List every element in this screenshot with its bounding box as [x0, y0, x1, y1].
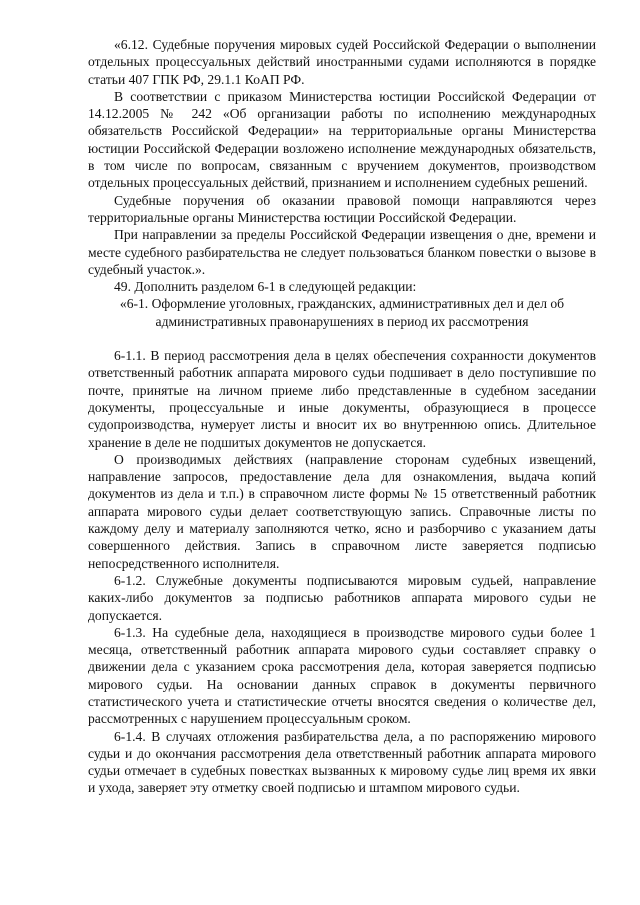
paragraph-6-1-1: 6-1.1. В период рассмотрения дела в целях обеспечения сохранности документов ответственный работник аппарата мирового судьи подшивает в дело поступившие по почте, принятые на личном приеме либо представленные в судебном заседании документы, процессуальные и иные документы, образующиеся в процессе судопроизводства, нумерует листы и вносит их во внутреннюю опись. Длительное хранение в деле не подшитых документов не допускается. — [88, 348, 596, 450]
paragraph-6-1-4: 6-1.4. В случаях отложения разбирательства дела, а по распоряжению мирового судьи и до окончания рассмотрения дела ответственный работник аппарата мирового судьи отмечает в судебных повестках вызванных к мировому судье лиц время их явки и ухода, заверяет эту отметку своей подписью и штампом мирового судьи. — [88, 728, 596, 796]
paragraph-legal-assistance: Судебные поручения об оказании правовой помощи направляются через территориальные органы Министерства юстиции Российской Федерации. — [88, 192, 596, 225]
paragraph-49: 49. Дополнить разделом 6-1 в следующей редакции: — [114, 279, 417, 295]
document-page — [88, 36, 596, 797]
paragraph-6-12: «6.12. Судебные поручения мировых судей Российской Федерации о выполнении отдельных процессуальных действий иностранными судами исполняются в порядке статьи 407 ГПК РФ, 29.1.1 КоАП РФ. — [88, 37, 596, 87]
paragraph-actions-record: О производимых действиях (направление сторонам судебных извещений, направление запросов, предоставление дела для ознакомления, выдача копий документов из дела и т.п.) в справочном листе формы № 15 ответственный работник аппарата мирового судьи делает соответствующую запись. Справочные листы по каждому делу и материалу заполняются четко, ясно и разборчиво с указанием даты совершенного действия. Запись в справочном листе заверяется подписью непосредственного исполнителя. — [88, 451, 596, 571]
paragraph-ministry-order: В соответствии с приказом Министерства юстиции Российской Федерации от 14.12.2005 № 242 «Об организации работы по исполнению международных обязательств Российской Федерации» на территориальные органы Министерства юстиции Российской Федерации возложено исполнение международных обязательств, в том числе по вопросам, связанным с вручением документов, производством отдельных процессуальных действий, признанием и исполнением судебных решений. — [88, 88, 596, 191]
section-heading: «6-1. Оформление уголовных, гражданских, административных дел и дел об административных правонарушениях в период их рассмотрения — [119, 296, 565, 329]
paragraph-6-1-2: 6-1.2. Служебные документы подписываются мировым судьей, направление каких-либо документов за подписью работников аппарата мирового судьи не допускается. — [88, 572, 596, 623]
paragraph-6-1-3: 6-1.3. На судебные дела, находящиеся в производстве мирового судьи более 1 месяца, ответственный работник аппарата мирового судьи составляет справку о движении дела с указанием срока рассмотрения дела, которая заверяется подписью мирового судьи. На основании данных справок в документы первичного статистического учета и статистические отчеты вносятся сведения о количестве дел, рассмотренных с нарушением процессуальным сроком. — [88, 624, 596, 727]
paragraph-notice-abroad: При направлении за пределы Российской Федерации извещения о дне, времени и месте судебного разбирательства не следует пользоваться бланком повестки о вызове в судебный участок.». — [88, 227, 596, 277]
